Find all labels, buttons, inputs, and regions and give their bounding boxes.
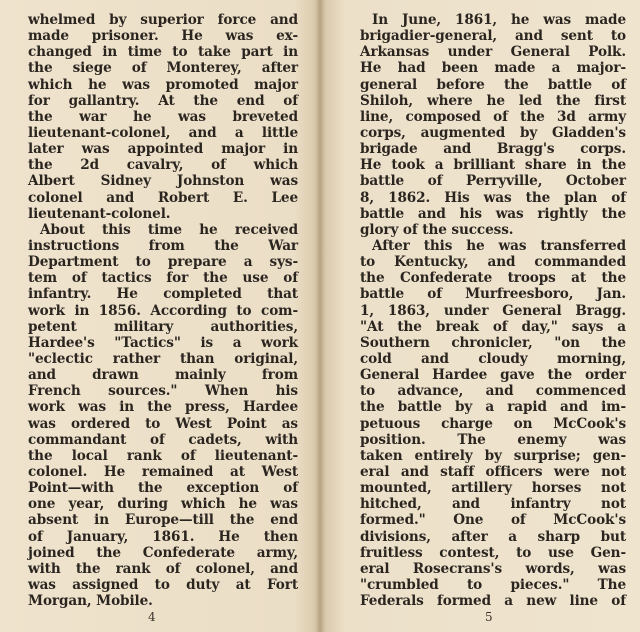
text-line: line, composed of the 3d army xyxy=(360,108,626,125)
text-line: "crumbled to pieces." The xyxy=(360,576,626,593)
text-line: Morgan, Mobile. xyxy=(28,593,153,610)
text-line: mounted, artillery horses not xyxy=(360,480,626,497)
text-line: one year, during which he was xyxy=(28,496,298,513)
text-line: battle of Perryville, October xyxy=(360,173,626,190)
text-line: was assigned to duty at Fort xyxy=(28,576,298,593)
left-page-text xyxy=(28,12,298,609)
text-line: About this time he received xyxy=(40,221,298,238)
text-line: Southern chronicler, "on the xyxy=(360,334,626,351)
text-line: position. The enemy was xyxy=(360,431,626,448)
text-line: brigade and Bragg's corps. xyxy=(360,141,626,158)
text-line: for gallantry. At the end of xyxy=(28,92,298,109)
text-line: battle of Murfreesboro, Jan. xyxy=(360,286,626,303)
text-line: Albert Sidney Johnston was xyxy=(28,173,298,190)
text-line: infantry. He completed that xyxy=(28,286,298,303)
text-line: petent military authorities, xyxy=(28,318,298,335)
text-line: taken entirely by surprise; gen- xyxy=(360,447,626,464)
text-line: formed." One of McCook's xyxy=(360,512,626,529)
text-line: In June, 1861, he was made xyxy=(372,12,626,28)
text-line: joined the Confederate army, xyxy=(28,544,298,561)
right-page xyxy=(320,0,640,632)
text-line: fruitless contest, to use Gen- xyxy=(360,544,626,561)
text-line: He took a brilliant share in the xyxy=(360,157,626,174)
text-line: colonel and Robert E. Lee xyxy=(28,189,298,206)
text-line: General Hardee gave the order xyxy=(360,367,626,384)
text-line: cold and cloudy morning, xyxy=(360,350,626,367)
text-line: 1, 1863, under General Bragg. xyxy=(360,302,626,319)
text-line: made prisoner. He was ex- xyxy=(28,28,298,45)
text-line: work was in the press, Hardee xyxy=(28,399,298,416)
text-line: Federals formed a new line of xyxy=(360,593,626,610)
text-line: the war he was breveted xyxy=(28,108,298,125)
text-line: general before the battle of xyxy=(360,76,626,93)
right-page-text xyxy=(360,12,626,609)
text-line: French sources." When his xyxy=(28,383,298,400)
text-line: corps, augmented by Gladden's xyxy=(360,124,626,141)
left-page-number: 4 xyxy=(148,610,156,624)
text-line: of January, 1861. He then xyxy=(28,528,298,545)
text-line: brigadier-general, and sent to xyxy=(360,28,626,45)
text-line: instructions from the War xyxy=(28,237,298,254)
text-line: was ordered to West Point as xyxy=(28,415,298,432)
text-line: with the rank of colonel, and xyxy=(28,560,298,577)
text-line: later was appointed major in xyxy=(28,141,298,158)
text-line: Point—with the exception of xyxy=(28,480,298,497)
text-line: He had been made a major- xyxy=(360,60,626,77)
text-line: whelmed by superior force and xyxy=(28,12,298,28)
text-line: and drawn mainly from xyxy=(28,367,298,384)
text-line: Shiloh, where he led the first xyxy=(360,92,626,109)
text-line: to advance, and commenced xyxy=(360,383,626,400)
text-line: lieutenant-colonel, and a little xyxy=(28,124,298,141)
text-line: the battle by a rapid and im- xyxy=(360,399,626,416)
text-line: work in 1856. According to com- xyxy=(28,302,298,319)
text-line: petuous charge on McCook's xyxy=(360,415,626,432)
text-line: the siege of Monterey, after xyxy=(28,60,298,77)
text-line: the 2d cavalry, of which xyxy=(28,157,298,174)
text-line: which he was promoted major xyxy=(28,76,298,93)
text-line: changed in time to take part in xyxy=(28,44,298,61)
text-line: "At the break of day," says a xyxy=(360,318,626,335)
text-line: to Kentucky, and commanded xyxy=(360,254,626,271)
text-line: colonel. He remained at West xyxy=(28,463,298,480)
text-line: commandant of cadets, with xyxy=(28,431,298,448)
text-line: glory of the success. xyxy=(360,221,514,238)
text-line: Arkansas under General Polk. xyxy=(360,44,626,61)
text-line: absent in Europe—till the end xyxy=(28,512,298,529)
right-page-number: 5 xyxy=(485,610,493,624)
text-line: Department to prepare a sys- xyxy=(28,254,298,271)
text-line: After this he was transferred xyxy=(372,237,626,254)
text-line: Hardee's "Tactics" is a work xyxy=(28,334,298,351)
text-line: eral and staff officers were not xyxy=(360,463,626,480)
text-line: "eclectic rather than original, xyxy=(28,350,298,367)
text-line: lieutenant-colonel. xyxy=(28,205,171,222)
text-line: eral Rosecrans's words, was xyxy=(360,560,626,577)
text-line: divisions, after a sharp but xyxy=(360,528,626,545)
text-line: the local rank of lieutenant- xyxy=(28,447,298,464)
text-line: 8, 1862. His was the plan of xyxy=(360,189,626,206)
text-line: the Confederate troops at the xyxy=(360,270,626,287)
text-line: battle and his was rightly the xyxy=(360,205,626,222)
text-line: tem of tactics for the use of xyxy=(28,270,298,287)
text-line: hitched, and infantry not xyxy=(360,496,626,513)
